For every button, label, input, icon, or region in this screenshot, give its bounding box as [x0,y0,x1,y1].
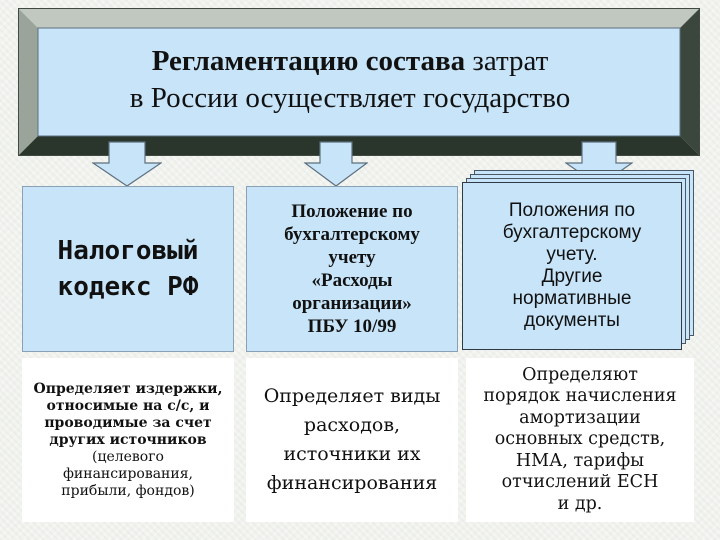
description-line: порядок начисления [483,386,677,407]
description-line: основных средств, [494,429,666,450]
arrow-down-icon [304,141,368,187]
regulations-line: бухгалтерскому [502,222,642,243]
regulations-description-text [483,365,676,516]
pbu-box [246,186,458,352]
regulations-box [462,182,682,350]
description-line: финансирования [266,472,438,494]
description-line: Определяет виды [263,385,441,407]
pbu-line: ПБУ 10/99 [307,316,397,337]
pbu-description [246,358,458,522]
description-line: Определяет издержки, [33,380,223,397]
description-line: других источников [49,431,207,448]
regulations-line: Положения по [508,200,636,221]
pbu-line: Положение по [291,201,413,222]
title-line-2: в России осуществляет государство [129,82,571,114]
description-line: отчислений ЕСН [501,472,659,493]
regulations-line: учету. [546,244,598,265]
description-line: прибыли, фондов) [61,482,195,499]
page-title [38,30,662,130]
regulations-line: нормативные [512,288,632,309]
tax-code-line: кодекс РФ [57,272,199,302]
pbu-description-text [264,382,441,498]
tax-code-line: Налоговый [57,236,199,266]
tax-code-label [58,233,199,305]
description-line: проводимые за счет [44,414,212,431]
title-line-1 [152,43,549,80]
regulations-description [466,358,694,522]
pbu-line: «Расходы [311,270,393,291]
description-line: (целевого [91,448,164,465]
description-line: и др. [557,493,603,514]
description-line: амортизации [519,407,641,428]
description-line: финансирования, [62,465,194,482]
regulations-line: Другие [541,266,603,287]
tax-code-description-text [34,381,223,500]
arrow-down-icon [92,141,162,187]
description-line: расходов, [303,414,401,436]
pbu-line: учету [328,247,376,268]
tax-code-box [22,186,234,352]
description-line: источники их [283,443,421,465]
description-line: Определяют [522,364,638,385]
pbu-line: организации» [292,293,412,314]
description-line: относимые на с/с, и [46,397,210,414]
title-bold-part: Регламентацию состава [151,45,466,77]
regulations-label [503,200,642,332]
tax-code-description [22,358,234,522]
pbu-label [284,200,420,338]
pbu-line: бухгалтерскому [284,224,420,245]
description-line: НМА, тарифы [515,450,645,471]
regulations-line: документы [524,310,620,331]
title-rest-part: затрат [465,45,549,77]
